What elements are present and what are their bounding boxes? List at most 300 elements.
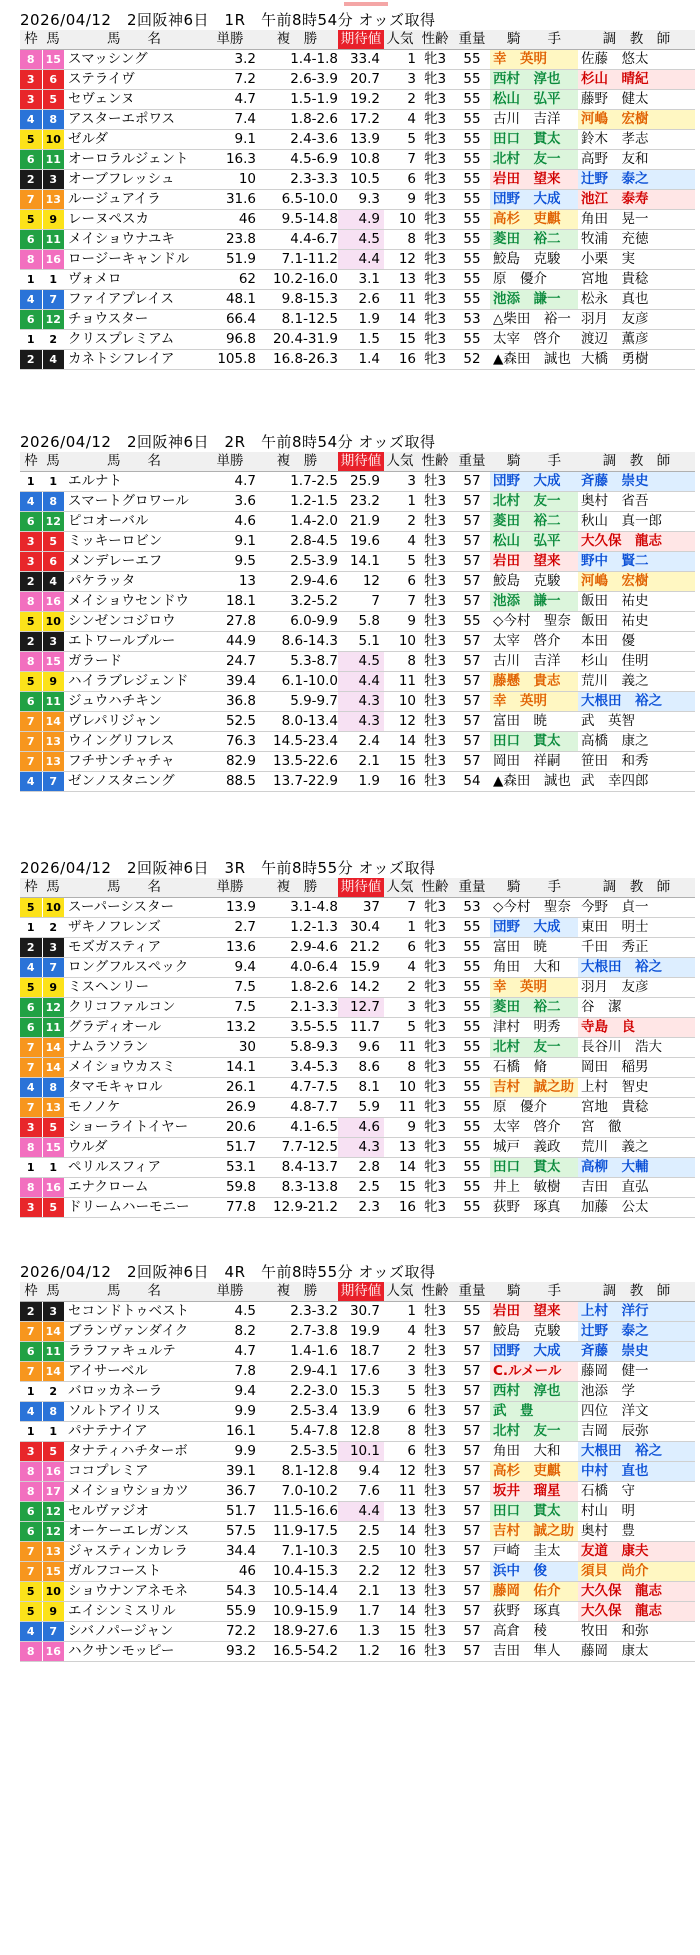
header-pop: 人気 <box>384 878 416 898</box>
cell-place: 10.5-14.4 <box>256 1582 338 1602</box>
cell-win: 82.9 <box>204 752 256 772</box>
cell-weight: 57 <box>454 492 490 512</box>
cell-trainer: 岡田 稲男 <box>578 1058 695 1078</box>
frame-badge: 8 <box>20 50 42 70</box>
frame-badge: 8 <box>20 1138 42 1158</box>
cell-sexage: 牡3 <box>416 1302 454 1322</box>
table-row <box>20 330 695 350</box>
cell-jockey: 菱田 裕二 <box>490 998 578 1018</box>
table-row <box>20 1422 695 1442</box>
cell-exp: 11.7 <box>338 1018 384 1038</box>
cell-name: バロッカネーラ <box>64 1382 204 1402</box>
table-row <box>20 592 695 612</box>
cell-win: 34.4 <box>204 1542 256 1562</box>
cell-sexage: 牡3 <box>416 1582 454 1602</box>
cell-trainer: 藤岡 康太 <box>578 1642 695 1662</box>
cell-pop: 12 <box>384 250 416 270</box>
horse-number: 11 <box>42 230 64 250</box>
cell-jockey: 坂井 瑠星 <box>490 1482 578 1502</box>
cell-win: 27.8 <box>204 612 256 632</box>
cell-exp: 2.3 <box>338 1198 384 1218</box>
cell-sexage: 牝3 <box>416 290 454 310</box>
race-title: 2026/04/12 2回阪神6日 4R 午前8時55分 オッズ取得 <box>20 1263 436 1281</box>
cell-trainer: 長谷川 浩大 <box>578 1038 695 1058</box>
header-row <box>20 30 695 50</box>
cell-place: 20.4-31.9 <box>256 330 338 350</box>
cell-jockey: 菱田 裕二 <box>490 230 578 250</box>
cell-name: フチサンチャチャ <box>64 752 204 772</box>
cell-weight: 57 <box>454 472 490 492</box>
cell-weight: 55 <box>454 918 490 938</box>
cell-place: 10.9-15.9 <box>256 1602 338 1622</box>
frame-badge: 1 <box>20 330 42 350</box>
horse-number: 15 <box>42 1562 64 1582</box>
cell-sexage: 牡3 <box>416 712 454 732</box>
cell-pop: 14 <box>384 1602 416 1622</box>
cell-exp: 2.5 <box>338 1522 384 1542</box>
cell-pop: 10 <box>384 1078 416 1098</box>
horse-number: 11 <box>42 692 64 712</box>
cell-place: 18.9-27.6 <box>256 1622 338 1642</box>
cell-place: 16.5-54.2 <box>256 1642 338 1662</box>
cell-jockey: △柴田 裕一 <box>490 310 578 330</box>
cell-name: モズガスティア <box>64 938 204 958</box>
cell-exp: 19.2 <box>338 90 384 110</box>
cell-pop: 5 <box>384 1382 416 1402</box>
frame-badge: 5 <box>20 672 42 692</box>
cell-exp: 21.2 <box>338 938 384 958</box>
cell-exp: 8.1 <box>338 1078 384 1098</box>
cell-pop: 3 <box>384 998 416 1018</box>
cell-jockey: 幸 英明 <box>490 692 578 712</box>
table-row <box>20 1642 695 1662</box>
cell-name: メンデレーエフ <box>64 552 204 572</box>
cell-win: 62 <box>204 270 256 290</box>
horse-number: 3 <box>42 170 64 190</box>
table-row <box>20 958 695 978</box>
header-exp: 期待値 <box>338 1282 384 1302</box>
cell-place: 2.9-4.6 <box>256 572 338 592</box>
cell-sexage: 牝3 <box>416 170 454 190</box>
cell-jockey: 古川 吉洋 <box>490 110 578 130</box>
cell-trainer: 上村 智史 <box>578 1078 695 1098</box>
cell-name: シバノパージャン <box>64 1622 204 1642</box>
frame-badge: 7 <box>20 732 42 752</box>
table-row <box>20 712 695 732</box>
cell-name: ピコオーバル <box>64 512 204 532</box>
cell-win: 55.9 <box>204 1602 256 1622</box>
cell-exp: 1.3 <box>338 1622 384 1642</box>
cell-win: 24.7 <box>204 652 256 672</box>
cell-place: 2.5-3.9 <box>256 552 338 572</box>
frame-badge: 1 <box>20 1382 42 1402</box>
cell-trainer: 渡辺 薫彦 <box>578 330 695 350</box>
cell-pop: 11 <box>384 1098 416 1118</box>
header-row <box>20 878 695 898</box>
frame-badge: 5 <box>20 210 42 230</box>
horse-number: 15 <box>42 1138 64 1158</box>
horse-number: 1 <box>42 270 64 290</box>
cell-pop: 2 <box>384 978 416 998</box>
cell-place: 4.7-7.5 <box>256 1078 338 1098</box>
cell-trainer: 村山 明 <box>578 1502 695 1522</box>
cell-exp: 2.5 <box>338 1542 384 1562</box>
horse-number: 12 <box>42 512 64 532</box>
cell-name: エトワールブルー <box>64 632 204 652</box>
cell-exp: 1.2 <box>338 1642 384 1662</box>
cell-exp: 2.4 <box>338 732 384 752</box>
horse-number: 15 <box>42 652 64 672</box>
cell-pop: 15 <box>384 752 416 772</box>
cell-weight: 57 <box>454 672 490 692</box>
table-row <box>20 692 695 712</box>
horse-number: 6 <box>42 552 64 572</box>
header-name: 馬 名 <box>64 452 204 472</box>
cell-weight: 57 <box>454 692 490 712</box>
cell-weight: 55 <box>454 1098 490 1118</box>
cell-trainer: 高橋 康之 <box>578 732 695 752</box>
cell-sexage: 牡3 <box>416 1462 454 1482</box>
cell-weight: 55 <box>454 1178 490 1198</box>
cell-name: ハクサンモッピー <box>64 1642 204 1662</box>
cell-trainer: 奥村 豊 <box>578 1522 695 1542</box>
header-jockey: 騎 手 <box>490 30 578 50</box>
frame-badge: 8 <box>20 652 42 672</box>
cell-jockey: 藤懸 貴志 <box>490 672 578 692</box>
cell-exp: 19.9 <box>338 1322 384 1342</box>
table-row <box>20 270 695 290</box>
cell-name: クリコファルコン <box>64 998 204 1018</box>
horse-number: 17 <box>42 1482 64 1502</box>
cell-win: 36.7 <box>204 1482 256 1502</box>
frame-badge: 4 <box>20 1622 42 1642</box>
cell-weight: 55 <box>454 290 490 310</box>
cell-jockey: 団野 大成 <box>490 918 578 938</box>
horse-number: 10 <box>42 898 64 918</box>
cell-exp: 3.1 <box>338 270 384 290</box>
cell-pop: 6 <box>384 938 416 958</box>
frame-badge: 6 <box>20 230 42 250</box>
cell-sexage: 牡3 <box>416 1322 454 1342</box>
cell-sexage: 牡3 <box>416 632 454 652</box>
cell-exp: 21.9 <box>338 512 384 532</box>
table-row <box>20 552 695 572</box>
cell-place: 8.1-12.5 <box>256 310 338 330</box>
cell-win: 23.8 <box>204 230 256 250</box>
cell-jockey: 岩田 望来 <box>490 552 578 572</box>
cell-sexage: 牡3 <box>416 1442 454 1462</box>
cell-exp: 14.2 <box>338 978 384 998</box>
cell-trainer: 中村 直也 <box>578 1462 695 1482</box>
header-weight: 重量 <box>454 878 490 898</box>
cell-name: ミッキーロビン <box>64 532 204 552</box>
cell-weight: 55 <box>454 998 490 1018</box>
table-row <box>20 1582 695 1602</box>
cell-name: ソルトアイリス <box>64 1402 204 1422</box>
cell-jockey: 富田 暁 <box>490 712 578 732</box>
table-row <box>20 290 695 310</box>
horse-number: 5 <box>42 1118 64 1138</box>
header-num: 馬 <box>42 30 64 50</box>
frame-badge: 2 <box>20 632 42 652</box>
cell-pop: 3 <box>384 472 416 492</box>
cell-sexage: 牡3 <box>416 1502 454 1522</box>
cell-weight: 54 <box>454 772 490 792</box>
cell-weight: 55 <box>454 1198 490 1218</box>
cell-sexage: 牝3 <box>416 230 454 250</box>
horse-number: 9 <box>42 672 64 692</box>
cell-weight: 57 <box>454 532 490 552</box>
cell-trainer: 辻野 泰之 <box>578 1322 695 1342</box>
cell-place: 3.4-5.3 <box>256 1058 338 1078</box>
cell-win: 3.6 <box>204 492 256 512</box>
cell-trainer: 牧浦 充徳 <box>578 230 695 250</box>
cell-sexage: 牝3 <box>416 978 454 998</box>
table-row <box>20 1198 695 1218</box>
cell-win: 39.1 <box>204 1462 256 1482</box>
cell-jockey: 武 豊 <box>490 1402 578 1422</box>
cell-exp: 7.6 <box>338 1482 384 1502</box>
cell-jockey: 北村 友一 <box>490 1038 578 1058</box>
cell-jockey: 高杉 吏麒 <box>490 1462 578 1482</box>
horse-number: 12 <box>42 310 64 330</box>
frame-badge: 4 <box>20 772 42 792</box>
cell-sexage: 牝3 <box>416 210 454 230</box>
horse-number: 7 <box>42 958 64 978</box>
frame-badge: 3 <box>20 70 42 90</box>
cell-place: 1.4-2.0 <box>256 512 338 532</box>
frame-badge: 6 <box>20 692 42 712</box>
cell-name: オーロラルジェント <box>64 150 204 170</box>
cell-jockey: ◇今村 聖奈 <box>490 898 578 918</box>
horse-number: 15 <box>42 50 64 70</box>
cell-sexage: 牡3 <box>416 1402 454 1422</box>
cell-pop: 3 <box>384 1362 416 1382</box>
horse-number: 13 <box>42 190 64 210</box>
cell-place: 1.8-2.6 <box>256 110 338 130</box>
frame-badge: 8 <box>20 1482 42 1502</box>
frame-badge: 5 <box>20 130 42 150</box>
cell-sexage: 牝3 <box>416 1198 454 1218</box>
horse-number: 3 <box>42 938 64 958</box>
cell-pop: 15 <box>384 330 416 350</box>
cell-exp: 2.1 <box>338 1582 384 1602</box>
cell-trainer: 加藤 公太 <box>578 1198 695 1218</box>
cell-trainer: 牧田 和弥 <box>578 1622 695 1642</box>
horse-number: 12 <box>42 1502 64 1522</box>
cell-pop: 10 <box>384 692 416 712</box>
horse-number: 10 <box>42 130 64 150</box>
cell-win: 9.5 <box>204 552 256 572</box>
horse-number: 2 <box>42 918 64 938</box>
cell-place: 2.2-3.0 <box>256 1382 338 1402</box>
cell-weight: 55 <box>454 90 490 110</box>
table-row <box>20 732 695 752</box>
frame-badge: 3 <box>20 1442 42 1462</box>
frame-badge: 2 <box>20 572 42 592</box>
header-pop: 人気 <box>384 1282 416 1302</box>
cell-trainer: 斉藤 崇史 <box>578 1342 695 1362</box>
cell-jockey: 藤岡 佑介 <box>490 1582 578 1602</box>
header-win: 単勝 <box>204 452 256 472</box>
cell-name: ヴレパリジャン <box>64 712 204 732</box>
table-row <box>20 572 695 592</box>
cell-trainer: 千田 秀正 <box>578 938 695 958</box>
cell-place: 6.1-10.0 <box>256 672 338 692</box>
cell-name: オーケーエレガンス <box>64 1522 204 1542</box>
cell-jockey: 菱田 裕二 <box>490 512 578 532</box>
cell-weight: 57 <box>454 1562 490 1582</box>
cell-trainer: 辻野 泰之 <box>578 170 695 190</box>
cell-pop: 8 <box>384 230 416 250</box>
cell-name: スマートグロワール <box>64 492 204 512</box>
cell-pop: 7 <box>384 150 416 170</box>
cell-exp: 25.9 <box>338 472 384 492</box>
header-name: 馬 名 <box>64 878 204 898</box>
cell-trainer: 佐藤 悠太 <box>578 50 695 70</box>
race-section <box>20 432 695 792</box>
cell-pop: 4 <box>384 1322 416 1342</box>
cell-jockey: 戸崎 圭太 <box>490 1542 578 1562</box>
cell-trainer: 宮 徹 <box>578 1118 695 1138</box>
cell-place: 2.6-3.9 <box>256 70 338 90</box>
odds-table <box>20 1282 695 1662</box>
cell-place: 12.9-21.2 <box>256 1198 338 1218</box>
header-row <box>20 1282 695 1302</box>
cell-weight: 57 <box>454 1482 490 1502</box>
cell-place: 2.5-3.4 <box>256 1402 338 1422</box>
cell-pop: 2 <box>384 512 416 532</box>
cell-trainer: 池江 泰寿 <box>578 190 695 210</box>
cell-pop: 4 <box>384 958 416 978</box>
cell-win: 4.7 <box>204 472 256 492</box>
cell-exp: 4.4 <box>338 250 384 270</box>
table-row <box>20 1302 695 1322</box>
frame-badge: 4 <box>20 492 42 512</box>
cell-trainer: 松永 真也 <box>578 290 695 310</box>
cell-name: シンゼンコジロウ <box>64 612 204 632</box>
cell-weight: 57 <box>454 1622 490 1642</box>
cell-jockey: 太宰 啓介 <box>490 632 578 652</box>
horse-number: 8 <box>42 110 64 130</box>
cell-exp: 33.4 <box>338 50 384 70</box>
cell-place: 8.3-13.8 <box>256 1178 338 1198</box>
cell-weight: 53 <box>454 310 490 330</box>
cell-pop: 2 <box>384 90 416 110</box>
horse-number: 13 <box>42 732 64 752</box>
cell-jockey: 吉村 誠之助 <box>490 1522 578 1542</box>
cell-trainer: 大根田 裕之 <box>578 692 695 712</box>
horse-number: 11 <box>42 1018 64 1038</box>
cell-exp: 17.6 <box>338 1362 384 1382</box>
cell-place: 10.2-16.0 <box>256 270 338 290</box>
cell-exp: 4.6 <box>338 1118 384 1138</box>
cell-win: 53.1 <box>204 1158 256 1178</box>
cell-pop: 9 <box>384 1118 416 1138</box>
table-row <box>20 1158 695 1178</box>
cell-jockey: C.ルメール <box>490 1362 578 1382</box>
header-place: 複 勝 <box>256 452 338 472</box>
table-row <box>20 310 695 330</box>
cell-exp: 4.9 <box>338 210 384 230</box>
cell-exp: 12.8 <box>338 1422 384 1442</box>
table-row <box>20 612 695 632</box>
table-row <box>20 1402 695 1422</box>
horse-number: 7 <box>42 1622 64 1642</box>
cell-pop: 1 <box>384 918 416 938</box>
cell-sexage: 牡3 <box>416 1522 454 1542</box>
cell-pop: 11 <box>384 1038 416 1058</box>
cell-trainer: 奥村 省吾 <box>578 492 695 512</box>
cell-jockey: 田口 貫太 <box>490 1502 578 1522</box>
table-row <box>20 190 695 210</box>
header-jockey: 騎 手 <box>490 452 578 472</box>
cell-sexage: 牝3 <box>416 70 454 90</box>
horse-number: 7 <box>42 772 64 792</box>
cell-trainer: 河嶋 宏樹 <box>578 110 695 130</box>
cell-pop: 14 <box>384 1522 416 1542</box>
cell-sexage: 牡3 <box>416 1562 454 1582</box>
cell-name: ガルフコースト <box>64 1562 204 1582</box>
cell-exp: 2.1 <box>338 752 384 772</box>
cell-name: チョウスター <box>64 310 204 330</box>
table-row <box>20 532 695 552</box>
cell-win: 52.5 <box>204 712 256 732</box>
cell-name: ガラード <box>64 652 204 672</box>
cell-sexage: 牝3 <box>416 1098 454 1118</box>
cell-weight: 57 <box>454 732 490 752</box>
table-row <box>20 1542 695 1562</box>
cell-place: 4.5-6.9 <box>256 150 338 170</box>
race-section <box>20 10 695 370</box>
cell-exp: 13.9 <box>338 130 384 150</box>
cell-sexage: 牡3 <box>416 692 454 712</box>
table-row <box>20 652 695 672</box>
cell-pop: 8 <box>384 1422 416 1442</box>
table-row <box>20 1462 695 1482</box>
cell-pop: 9 <box>384 190 416 210</box>
cell-name: メイショウセンドウ <box>64 592 204 612</box>
cell-pop: 15 <box>384 1178 416 1198</box>
cell-weight: 57 <box>454 1362 490 1382</box>
cell-trainer: 本田 優 <box>578 632 695 652</box>
cell-sexage: 牝3 <box>416 1158 454 1178</box>
cell-place: 2.4-3.6 <box>256 130 338 150</box>
cell-sexage: 牝3 <box>416 998 454 1018</box>
cell-exp: 2.2 <box>338 1562 384 1582</box>
horse-number: 5 <box>42 1442 64 1462</box>
cell-weight: 55 <box>454 612 490 632</box>
cell-place: 6.0-9.9 <box>256 612 338 632</box>
table-row <box>20 1098 695 1118</box>
cell-jockey: 津村 明秀 <box>490 1018 578 1038</box>
cell-trainer: 秋山 真一郎 <box>578 512 695 532</box>
cell-exp: 20.7 <box>338 70 384 90</box>
cell-win: 72.2 <box>204 1622 256 1642</box>
cell-sexage: 牝3 <box>416 1138 454 1158</box>
cell-jockey: 角田 大和 <box>490 1442 578 1462</box>
cell-sexage: 牝3 <box>416 1058 454 1078</box>
table-row <box>20 492 695 512</box>
cell-exp: 4.3 <box>338 1138 384 1158</box>
cell-win: 51.9 <box>204 250 256 270</box>
cell-name: ザキノフレンズ <box>64 918 204 938</box>
cell-jockey: 西村 淳也 <box>490 1382 578 1402</box>
cell-win: 7.5 <box>204 998 256 1018</box>
cell-name: モノノケ <box>64 1098 204 1118</box>
cell-weight: 57 <box>454 1582 490 1602</box>
cell-name: ナムラソラン <box>64 1038 204 1058</box>
